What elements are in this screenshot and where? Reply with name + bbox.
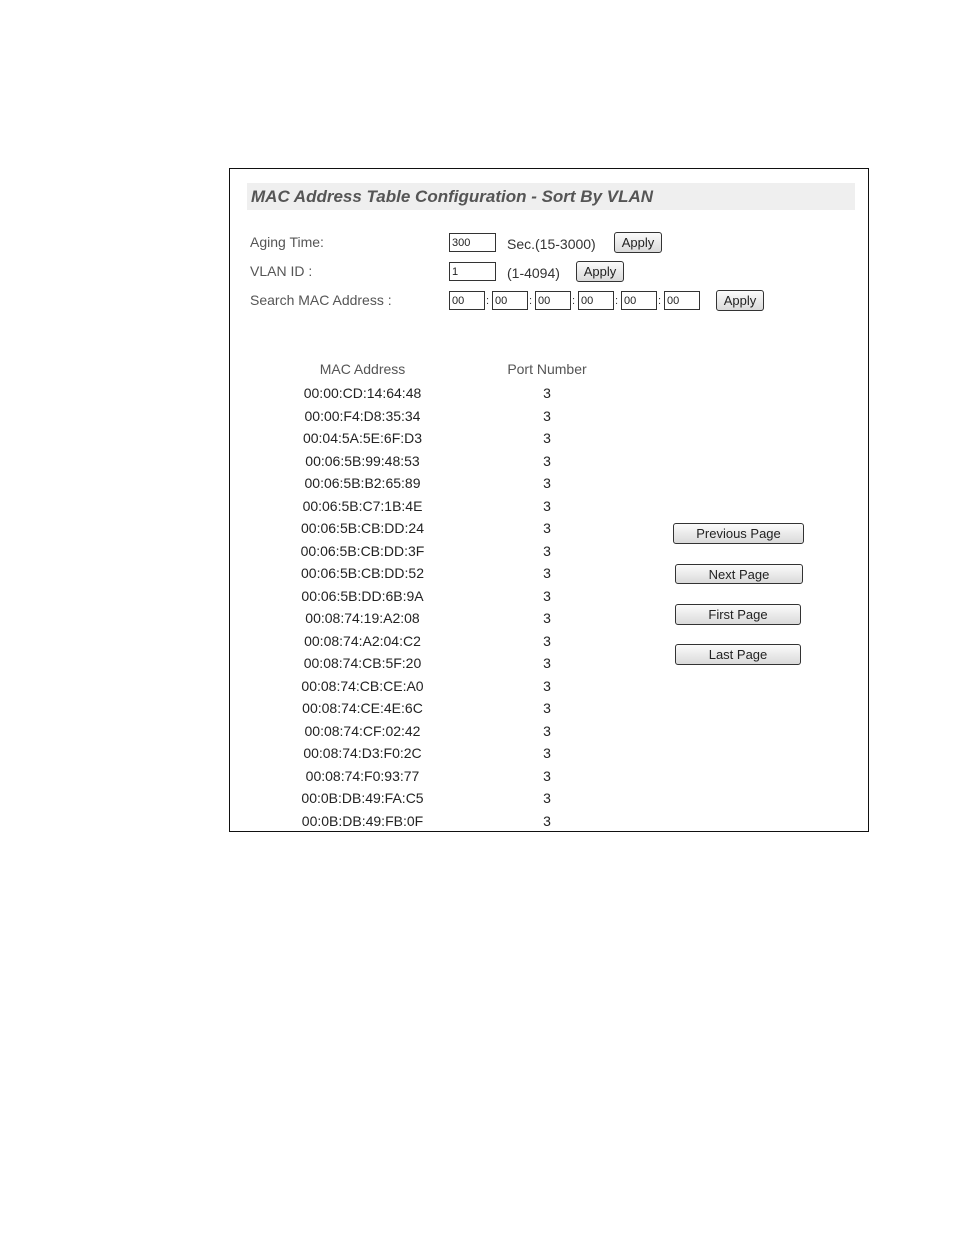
- mac-address-cell: 00:00:F4:D8:35:34: [304, 407, 421, 424]
- port-number-cell: 3: [543, 700, 551, 716]
- column-header-port-number: Port Number: [507, 361, 587, 377]
- port-number-cell: 3: [543, 790, 551, 806]
- table-row: [285, 810, 625, 833]
- table-row: [285, 427, 625, 450]
- table-row: [285, 472, 625, 495]
- table-row: [285, 517, 625, 540]
- port-number-cell: 3: [543, 632, 551, 649]
- port-number-cell: 3: [543, 497, 551, 514]
- aging-time-range: Sec.(15-3000): [507, 236, 596, 252]
- table-row: [285, 607, 625, 630]
- mac-address-cell: 00:08:74:A2:04:C2: [304, 632, 421, 649]
- column-header-mac-address: MAC Address: [319, 361, 406, 377]
- table-row: [285, 742, 625, 765]
- mac-address-cell: 00:08:74:F0:93:77: [305, 767, 420, 784]
- vlan-id-range: (1-4094): [507, 265, 560, 281]
- port-number-cell: 3: [543, 475, 551, 491]
- table-row: [285, 405, 625, 428]
- mac-address-cell: 00:06:5B:C7:1B:4E: [302, 497, 423, 514]
- first-page-button[interactable]: First Page: [675, 604, 801, 625]
- mac-address-cell: 00:08:74:CB:CE:A0: [301, 677, 424, 694]
- next-page-button[interactable]: Next Page: [675, 564, 803, 584]
- mac-address-cell: 00:00:CD:14:64:48: [303, 385, 422, 401]
- search-mac-label: Search MAC Address :: [250, 292, 392, 308]
- search-apply-button[interactable]: Apply: [716, 290, 764, 311]
- mac-table-panel: [229, 168, 869, 832]
- mac-address-cell: 00:04:5A:5E:6F:D3: [302, 430, 423, 446]
- mac-address-cell: 00:06:5B:DD:6B:9A: [301, 587, 424, 604]
- port-number-cell: 3: [543, 812, 551, 829]
- port-number-cell: 3: [543, 745, 551, 761]
- vlan-id-label: VLAN ID :: [250, 263, 313, 279]
- port-number-cell: 3: [543, 587, 551, 604]
- table-row: [285, 697, 625, 720]
- table-row: [285, 540, 625, 563]
- port-number-cell: 3: [543, 407, 551, 424]
- last-page-button[interactable]: Last Page: [675, 644, 801, 665]
- octet-separator: :: [529, 295, 533, 307]
- mac-address-cell: 00:08:74:CF:02:42: [304, 722, 421, 739]
- octet-separator: :: [658, 295, 662, 307]
- mac-address-table: [285, 382, 625, 832]
- search-mac-octet-6[interactable]: [664, 291, 700, 310]
- mac-address-cell: 00:0B:DB:49:FA:C5: [301, 790, 424, 806]
- mac-address-cell: 00:06:5B:B2:65:89: [304, 475, 421, 491]
- port-number-cell: 3: [543, 542, 551, 559]
- search-mac-octet-1[interactable]: [449, 291, 485, 310]
- port-number-cell: 3: [543, 767, 551, 784]
- octet-separator: :: [615, 295, 619, 307]
- port-number-cell: 3: [543, 385, 551, 401]
- port-number-cell: 3: [543, 722, 551, 739]
- table-row: [285, 585, 625, 608]
- search-mac-octet-5[interactable]: [621, 291, 657, 310]
- port-number-cell: 3: [543, 520, 551, 536]
- table-row: [285, 382, 625, 405]
- page-title: MAC Address Table Configuration - Sort By VLAN: [247, 183, 855, 210]
- mac-address-cell: 00:08:74:19:A2:08: [305, 610, 420, 626]
- table-row: [285, 495, 625, 518]
- table-row: [285, 787, 625, 810]
- search-mac-octet-2[interactable]: [492, 291, 528, 310]
- mac-address-cell: 00:06:5B:CB:DD:3F: [300, 542, 425, 559]
- mac-address-cell: 00:08:74:CB:5F:20: [303, 655, 422, 671]
- search-mac-octet-4[interactable]: [578, 291, 614, 310]
- previous-page-button[interactable]: Previous Page: [673, 523, 804, 544]
- vlan-apply-button[interactable]: Apply: [576, 261, 624, 282]
- search-mac-octet-3[interactable]: [535, 291, 571, 310]
- port-number-cell: 3: [543, 430, 551, 446]
- aging-time-label: Aging Time:: [250, 234, 324, 250]
- table-row: [285, 562, 625, 585]
- mac-address-cell: 00:0B:DB:49:FB:0F: [301, 812, 424, 829]
- table-row: [285, 765, 625, 788]
- aging-time-input[interactable]: [449, 233, 496, 252]
- mac-address-cell: 00:08:74:CE:4E:6C: [302, 700, 423, 716]
- mac-address-cell: 00:06:5B:99:48:53: [305, 452, 420, 469]
- port-number-cell: 3: [543, 655, 551, 671]
- table-row: [285, 630, 625, 653]
- octet-separator: :: [486, 295, 490, 307]
- mac-address-cell: 00:06:5B:CB:DD:24: [301, 520, 424, 536]
- mac-address-cell: 00:06:5B:CB:DD:52: [301, 565, 424, 581]
- port-number-cell: 3: [543, 452, 551, 469]
- port-number-cell: 3: [543, 677, 551, 694]
- mac-address-cell: 00:08:74:D3:F0:2C: [303, 745, 422, 761]
- aging-apply-button[interactable]: Apply: [614, 232, 662, 253]
- octet-separator: :: [572, 295, 576, 307]
- table-row: [285, 450, 625, 473]
- table-row: [285, 652, 625, 675]
- table-row: [285, 720, 625, 743]
- port-number-cell: 3: [543, 610, 551, 626]
- vlan-id-input[interactable]: [449, 262, 496, 281]
- port-number-cell: 3: [543, 565, 551, 581]
- table-row: [285, 675, 625, 698]
